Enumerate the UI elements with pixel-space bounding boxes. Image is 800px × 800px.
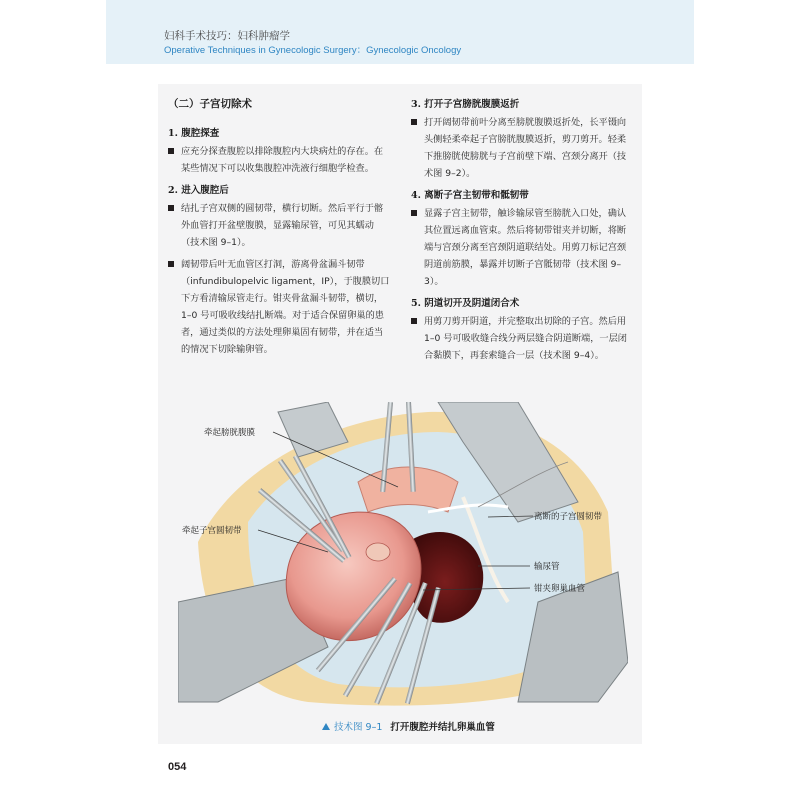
ovary [366,543,390,561]
bullet-item [411,205,635,290]
label-round-ligament-lifted: 牵起子宫圆韧带 [182,526,242,536]
surgical-illustration [178,402,628,712]
bullet-square-icon [168,261,174,267]
subsection-title: 5. 阴道切开及阴道闭合术 [411,298,520,309]
surgical-illustration-svg [178,402,628,712]
bullet-item [411,313,635,364]
bullet-square-icon [411,318,417,324]
figure-caption [322,719,495,733]
header-title-en: Operative Techniques in Gynecologic Surgery：Gynecologic Oncology [164,45,462,56]
caption-number: 技术图 9–1 [334,722,383,733]
bullet-text: 阔韧带后叶无血管区打洞，游离骨盆漏斗韧带（infundibulopelvic ligament，IP），于腹膜切口下方看清输尿管走行。钳夹骨盆漏斗韧带，横切，1–0 号可吸收线结扎断端。对于适合保留卵巢的患者，通过类似的方法处理卵巢固有韧带，并在适当的情况下切除输卵管。 [181,259,390,355]
bullet-item [168,256,390,358]
header-title-cn: 妇科手术技巧：妇科肿瘤学 [164,30,290,42]
label-round-ligament-cut: 离断的子宫圆韧带 [534,512,603,522]
subsection-title: 3. 打开子宫膀胱腹膜返折 [411,99,520,110]
triangle-icon [322,723,330,730]
bullet-square-icon [168,148,174,154]
right-column [411,96,635,369]
section-title: （二）子宫切除术 [168,98,252,110]
bullet-text: 用剪刀剪开阴道，并完整取出切除的子宫。然后用 1–0 号可吸收缝合线分两层缝合阴道断端，一层闭合黏膜下，再套索缝合一层（技术图 9–4）。 [424,316,627,361]
bullet-text: 显露子宫主韧带，触诊输尿管至膀胱入口处，确认其位置远离血管束。然后将韧带钳夹并切断，将断端与宫颈分离至宫颈阴道联结处。用剪刀标记宫颈阴道前筋膜，暴露并切断子宫骶韧带（技术图 9–3）。 [424,208,627,287]
page-number: 054 [168,761,187,773]
subsection-title: 2. 进入腹腔后 [168,185,229,196]
bullet-square-icon [411,119,417,125]
bullet-text: 应充分探查腹腔以排除腹腔内大块病灶的存在。在某些情况下可以收集腹腔冲洗液行细胞学检查。 [181,146,384,174]
label-bladder-peritoneum: 牵起膀胱腹膜 [204,428,256,438]
subsection-title: 4. 离断子宫主韧带和骶韧带 [411,190,529,201]
subsection-title: 1. 腹腔探查 [168,128,220,139]
bullet-item [411,114,635,182]
bullet-text: 结扎子宫双侧的圆韧带，横行切断。然后平行于髂外血管打开盆壁腹膜，显露输尿管，可见其蠕动（技术图 9–1）。 [181,203,384,248]
left-column [168,96,390,363]
label-ureter: 输尿管 [534,562,560,572]
bullet-text: 打开阔韧带前叶分离至膀胱腹膜返折处，长平镊向头侧轻柔牵起子宫膀胱腹膜返折，剪刀剪开。轻柔下推膀胱使膀胱与子宫前壁下端、宫颈分离开（技术图 9–2）。 [424,117,627,179]
running-header [106,0,694,64]
bullet-square-icon [168,205,174,211]
caption-text: 打开腹腔并结扎卵巢血管 [390,722,495,733]
bullet-item [168,143,390,177]
bullet-item [168,200,390,251]
bullet-square-icon [411,210,417,216]
label-ovarian-vessels: 钳夹卵巢血管 [534,584,586,594]
